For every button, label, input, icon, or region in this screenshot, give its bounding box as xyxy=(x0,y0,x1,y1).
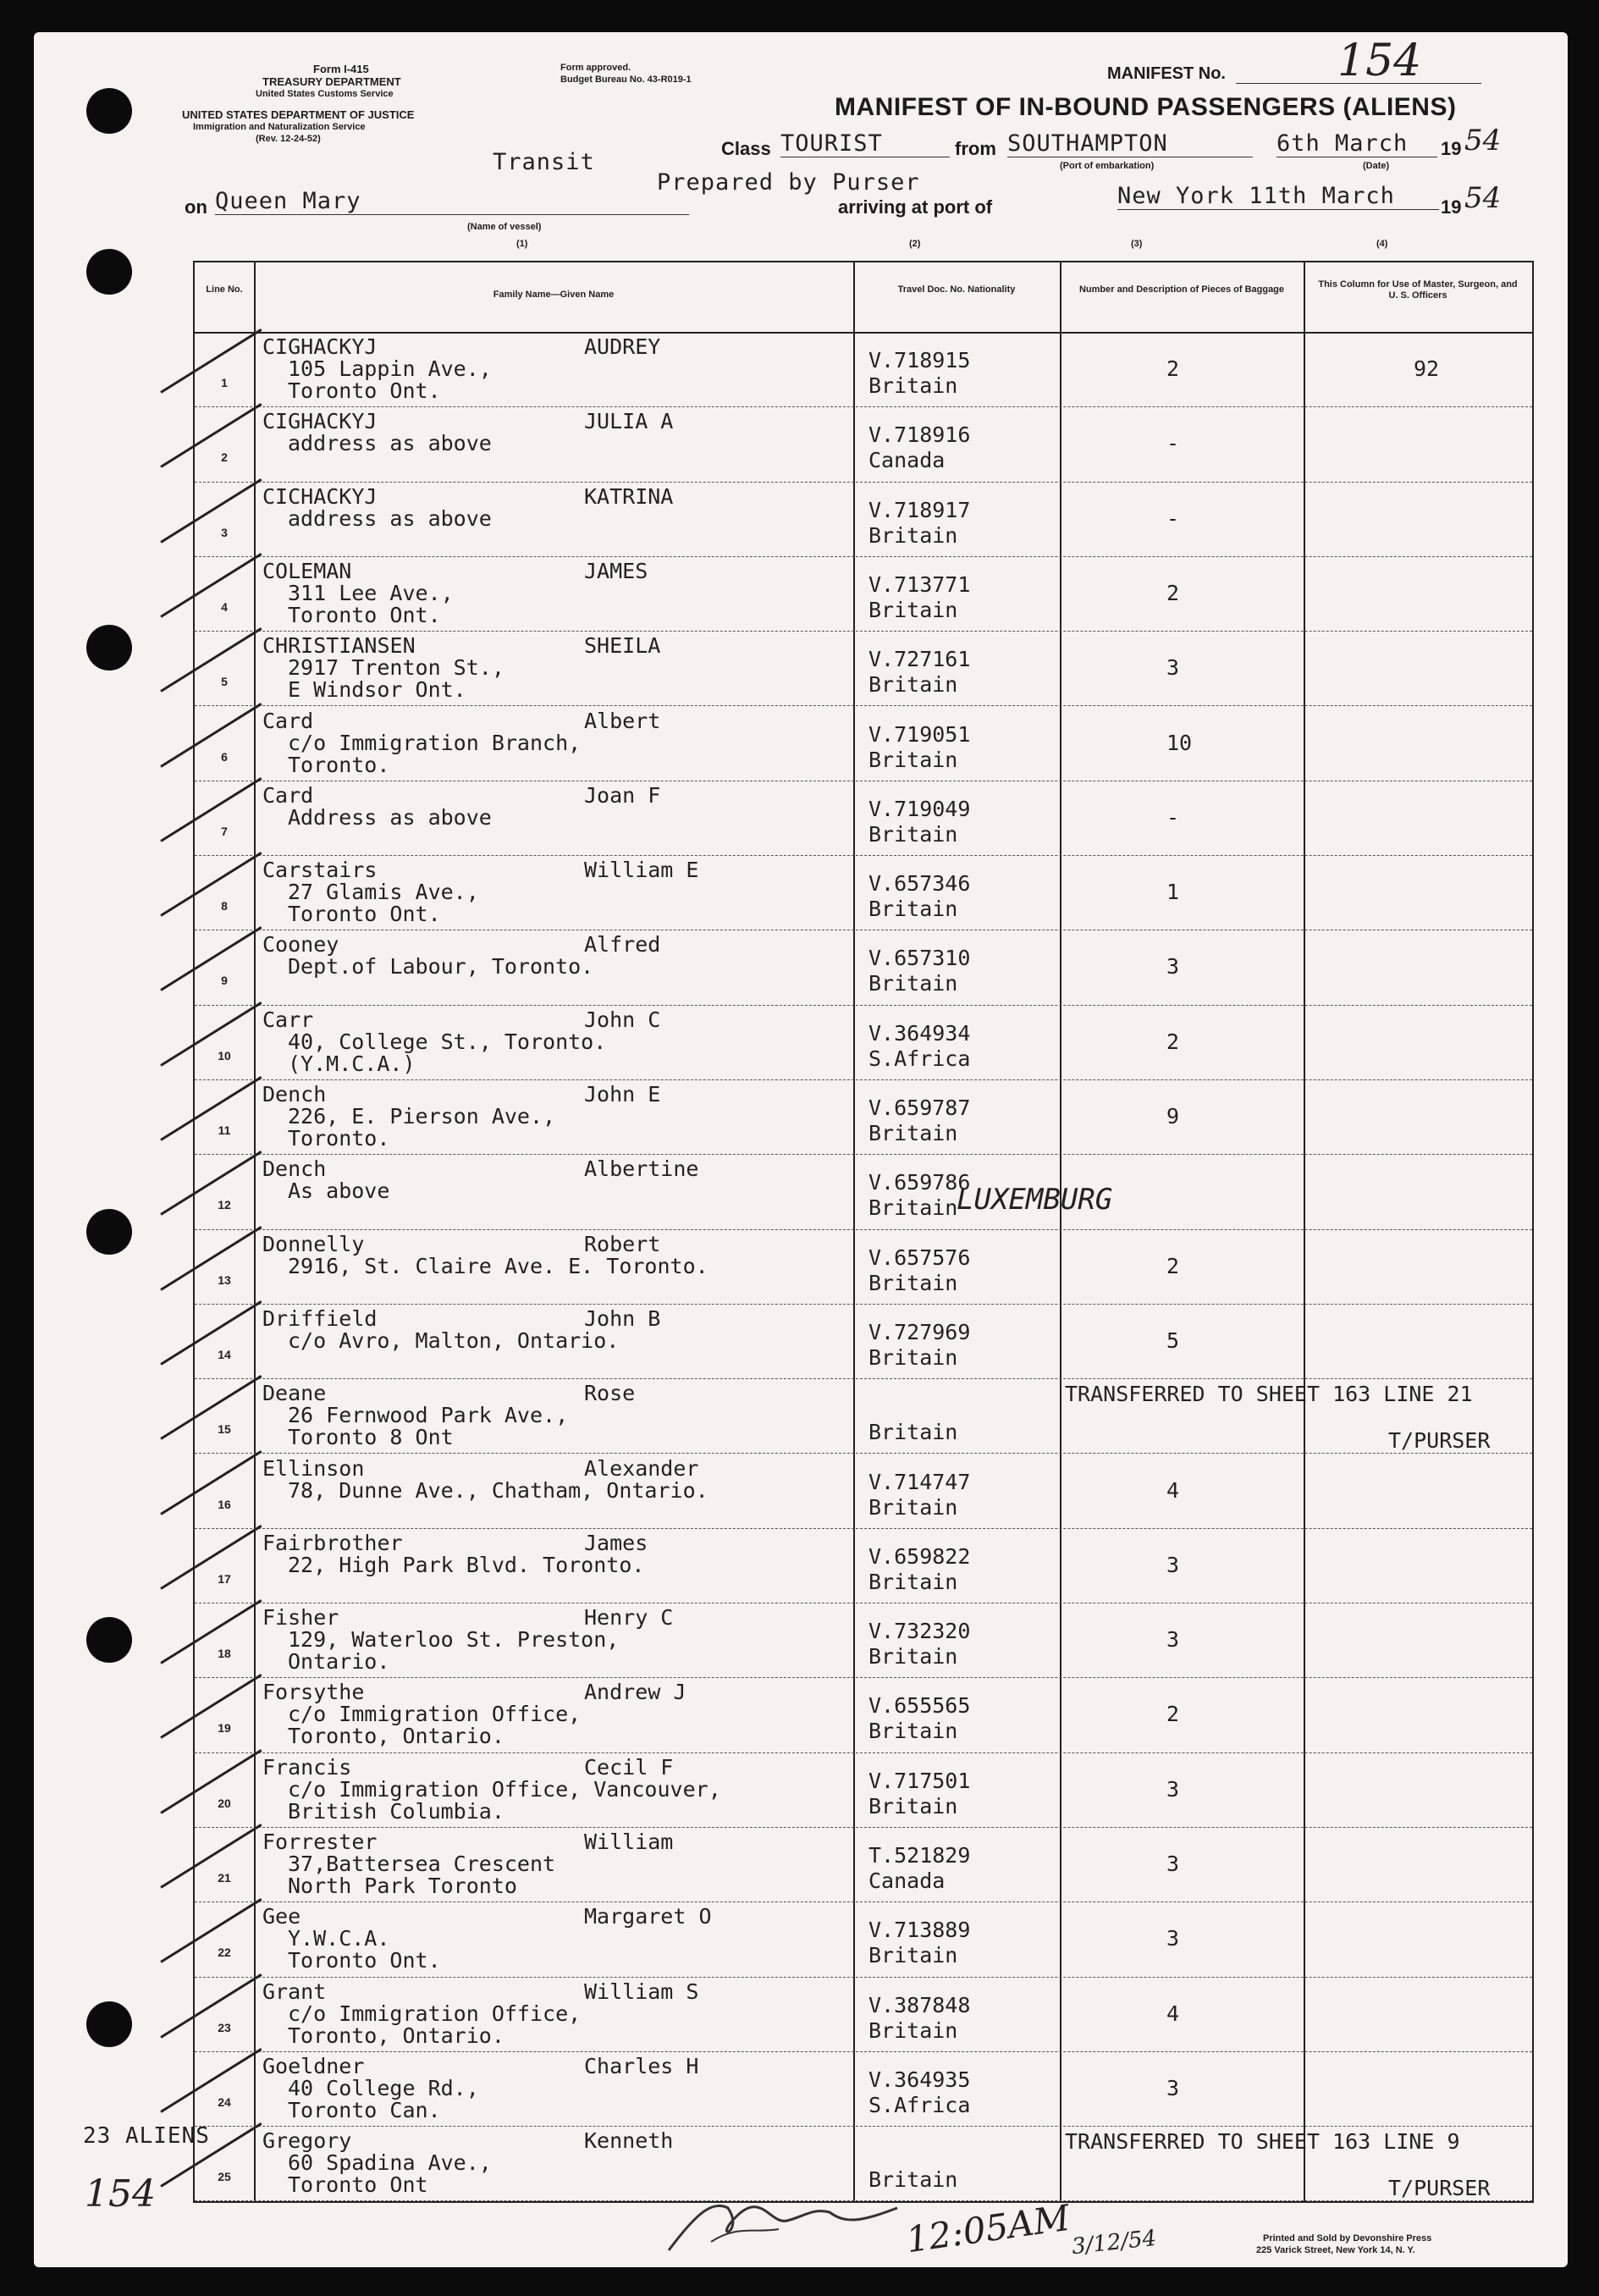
given-name: John B xyxy=(584,1305,661,1331)
th-baggage: Number and Description of Pieces of Baggage xyxy=(1078,284,1285,295)
table-row xyxy=(195,1827,1532,1901)
table-row xyxy=(195,1454,1532,1528)
binder-hole xyxy=(86,1209,132,1255)
vessel-caption: (Name of vessel) xyxy=(467,222,542,232)
address-line-1: 105 Lappin Ave., xyxy=(288,356,492,381)
embark-caption: (Port of embarkation) xyxy=(1060,161,1155,171)
th-name: Family Name—Given Name xyxy=(493,290,615,300)
address-line-1: 226, E. Pierson Ave., xyxy=(288,1104,556,1129)
departure-date: 6th March xyxy=(1276,130,1437,157)
travel-doc-number: V.717501 xyxy=(868,1768,971,1793)
given-name: Albertine xyxy=(584,1156,699,1182)
family-name: Carstairs xyxy=(262,858,378,883)
form-revision: (Rev. 12-24-52) xyxy=(256,134,321,144)
col-number-1: (1) xyxy=(516,239,528,249)
nationality: S.Africa xyxy=(868,2092,971,2117)
address-line-2: Toronto Ont. xyxy=(288,378,441,403)
year-prefix: 19 xyxy=(1441,196,1462,218)
binder-hole xyxy=(86,249,132,295)
binder-hole xyxy=(86,1617,132,1663)
address-line-1: 311 Lee Ave., xyxy=(288,580,454,605)
given-name: Rose xyxy=(584,1381,636,1406)
family-name: Ellinson xyxy=(262,1455,365,1481)
vessel-name: Queen Mary xyxy=(215,188,689,215)
address-line-2: Toronto, Ontario. xyxy=(288,1724,505,1749)
family-name: Card xyxy=(262,708,314,733)
binder-hole xyxy=(86,88,132,134)
travel-doc-number: V.713889 xyxy=(868,1918,971,1943)
table-row xyxy=(195,1752,1532,1827)
nationality: Britain xyxy=(868,821,958,847)
family-name: CIGHACKYJ xyxy=(262,334,378,359)
family-name: Fisher xyxy=(262,1605,339,1631)
transfer-note: TRANSFERRED TO SHEET 163 LINE 21 xyxy=(1065,1382,1473,1407)
table-row xyxy=(195,1304,1532,1378)
travel-doc-number: V.727969 xyxy=(868,1319,971,1344)
address-line-1: c/o Avro, Malton, Ontario. xyxy=(288,1327,620,1353)
given-name: KATRINA xyxy=(584,483,674,509)
baggage-count: 4 xyxy=(1166,1477,1180,1503)
travel-doc-number: V.719051 xyxy=(868,721,971,747)
family-name: Deane xyxy=(262,1381,327,1406)
given-name: AUDREY xyxy=(584,334,661,359)
given-name: William E xyxy=(584,858,699,883)
table-row xyxy=(195,482,1532,556)
th-travel-doc: Travel Doc. No. Nationality xyxy=(897,284,1016,295)
line-number: 6 xyxy=(221,749,228,764)
table-row xyxy=(195,1229,1532,1304)
line-number: 8 xyxy=(221,899,228,913)
address-line-2: Toronto Ont xyxy=(288,2172,428,2198)
nationality: Britain xyxy=(868,1270,958,1295)
given-name: William xyxy=(584,1830,674,1854)
line-number: 19 xyxy=(218,1721,231,1736)
travel-doc-number: V.718915 xyxy=(868,348,971,373)
manifest-number: 154 xyxy=(1337,36,1422,86)
address-line-1: 2916, St. Claire Ave. E. Toronto. xyxy=(288,1253,709,1278)
transit-label: Transit xyxy=(493,149,595,175)
given-name: Charles H xyxy=(584,2053,699,2078)
address-line-1: c/o Immigration Branch, xyxy=(288,730,582,755)
travel-doc-number: V.727161 xyxy=(868,647,971,672)
table-row xyxy=(195,855,1532,930)
line-number: 24 xyxy=(218,2095,231,2109)
baggage-count: 2 xyxy=(1166,1029,1180,1054)
official-signature xyxy=(660,2183,914,2259)
address-line-2: Toronto Ont. xyxy=(288,1948,441,1973)
nationality: Britain xyxy=(868,1644,958,1670)
line-number: 13 xyxy=(218,1272,231,1287)
family-name: Carr xyxy=(262,1007,314,1032)
travel-doc-number: T.521829 xyxy=(868,1843,971,1868)
nationality: Britain xyxy=(868,897,958,922)
family-name: Fairbrother xyxy=(262,1530,403,1555)
line-number: 9 xyxy=(221,974,228,988)
table-row xyxy=(195,781,1532,855)
table-row xyxy=(195,1005,1532,1079)
address-line-1: address as above xyxy=(288,431,492,456)
nationality: Britain xyxy=(868,971,958,996)
baggage-count: 3 xyxy=(1166,1776,1180,1802)
officer-note: 92 xyxy=(1414,356,1440,381)
travel-doc-number: V.718916 xyxy=(868,422,971,448)
baggage-count: 2 xyxy=(1166,356,1180,381)
family-name: Dench xyxy=(262,1082,327,1107)
customs-service: United States Customs Service xyxy=(256,89,394,99)
table-row xyxy=(195,1901,1532,1976)
baggage-count: 4 xyxy=(1166,2001,1180,2026)
nationality: Britain xyxy=(868,747,958,772)
nationality: Britain xyxy=(868,1793,958,1819)
treasury-dept: TREASURY DEPARTMENT xyxy=(262,75,401,88)
given-name: JULIA A xyxy=(584,409,674,434)
travel-doc-number: V.659787 xyxy=(868,1096,971,1120)
travel-doc-number: V.657346 xyxy=(868,871,971,897)
table-row xyxy=(195,2051,1532,2126)
family-name: Dench xyxy=(262,1156,327,1182)
given-name: Kenneth xyxy=(584,2128,674,2154)
address-line-2: Toronto, Ontario. xyxy=(288,2023,505,2048)
baggage-count: 1 xyxy=(1166,880,1180,905)
from-label: from xyxy=(955,138,996,159)
address-line-2: Toronto 8 Ont xyxy=(288,1425,454,1450)
travel-doc-number: V.364934 xyxy=(868,1020,971,1046)
nationality: Britain xyxy=(868,1943,958,1968)
travel-doc-number: V.732320 xyxy=(868,1619,971,1644)
address-line-1: Dept.of Labour, Toronto. xyxy=(288,954,594,980)
budget-bureau: Budget Bureau No. 43-R019-1 xyxy=(560,75,692,85)
departure-year: 54 xyxy=(1464,124,1502,157)
form-number: Form I-415 xyxy=(313,63,369,75)
line-number: 7 xyxy=(221,824,228,838)
table-row xyxy=(195,1528,1532,1603)
baggage-count: 3 xyxy=(1166,954,1180,980)
address-line-2: Toronto Can. xyxy=(288,2097,441,2122)
address-line-1: Y.W.C.A. xyxy=(288,1926,390,1951)
arriving-label: arriving at port of xyxy=(838,196,993,218)
nationality: Britain xyxy=(868,2017,958,2043)
line-number: 15 xyxy=(218,1422,231,1437)
given-name: Andrew J xyxy=(584,1680,686,1705)
given-name: Margaret O xyxy=(584,1904,712,1929)
given-name: SHEILA xyxy=(584,633,661,659)
arrival-year: 54 xyxy=(1464,181,1502,215)
nationality: S.Africa xyxy=(868,1046,971,1071)
table-header xyxy=(195,262,1532,334)
nationality: Britain xyxy=(868,1420,958,1445)
purser-signoff: T/PURSER xyxy=(1388,2176,1491,2201)
address-line-1: 37,Battersea Crescent xyxy=(288,1852,556,1876)
nationality: Britain xyxy=(868,1344,958,1370)
address-line-1: 2917 Trenton St., xyxy=(288,655,505,681)
travel-doc-number: V.387848 xyxy=(868,1992,971,2017)
family-name: Driffield xyxy=(262,1305,378,1331)
family-name: Grant xyxy=(262,1979,327,2004)
nationality: Britain xyxy=(868,2167,958,2193)
line-number: 5 xyxy=(221,675,228,689)
nationality: Britain xyxy=(868,1569,958,1594)
table-row xyxy=(195,1977,1532,2051)
given-name: Albert xyxy=(584,708,661,733)
given-name: Robert xyxy=(584,1231,661,1256)
address-line-2: British Columbia. xyxy=(288,1798,505,1824)
given-name: James xyxy=(584,1530,648,1555)
family-name: Forrester xyxy=(262,1830,378,1854)
nationality: Britain xyxy=(868,1719,958,1744)
address-line-1: 27 Glamis Ave., xyxy=(288,880,479,905)
address-line-1: 40, College St., Toronto. xyxy=(288,1029,607,1054)
line-number: 3 xyxy=(221,525,228,539)
table-row xyxy=(195,406,1532,481)
ins-service: Immigration and Naturalization Service xyxy=(193,122,366,132)
form-approved: Form approved. xyxy=(560,63,631,73)
col-number-4: (4) xyxy=(1376,239,1388,249)
nationality: Britain xyxy=(868,1195,958,1221)
address-line-1: 22, High Park Blvd. Toronto. xyxy=(288,1552,645,1577)
line-number: 12 xyxy=(218,1198,231,1212)
given-name: Cecil F xyxy=(584,1754,674,1780)
transfer-note: TRANSFERRED TO SHEET 163 LINE 9 xyxy=(1065,2129,1460,2155)
margin-manifest-number: 154 xyxy=(85,2172,156,2216)
th-officers: This Column for Use of Master, Surgeon, and U. S. Officers xyxy=(1318,279,1518,301)
manifest-number-line xyxy=(1236,83,1481,84)
line-number: 18 xyxy=(218,1647,231,1661)
nationality: Britain xyxy=(868,1494,958,1520)
given-name: JAMES xyxy=(584,558,648,583)
travel-doc-number: V.713771 xyxy=(868,571,971,597)
manifest-page xyxy=(34,32,1568,2267)
line-number: 14 xyxy=(218,1347,231,1361)
address-line-2: Ontario. xyxy=(288,1649,390,1675)
travel-doc-number: V.364935 xyxy=(868,2067,971,2092)
travel-doc-number: V.659822 xyxy=(868,1543,971,1569)
baggage-count: 3 xyxy=(1166,655,1180,681)
family-name: COLEMAN xyxy=(262,558,352,583)
baggage-count: 3 xyxy=(1166,2075,1180,2100)
from-value: SOUTHAMPTON xyxy=(1007,130,1253,157)
th-line-no: Line No. xyxy=(206,284,243,295)
family-name: Forsythe xyxy=(262,1680,365,1705)
address-line-1: c/o Immigration Office, Vancouver, xyxy=(288,1776,721,1802)
family-name: CIGHACKYJ xyxy=(262,409,378,434)
travel-doc-number: V.718917 xyxy=(868,497,971,522)
line-number: 25 xyxy=(218,2170,231,2184)
line-number: 10 xyxy=(218,1048,231,1062)
table-row xyxy=(195,706,1532,781)
family-name: CHRISTIANSEN xyxy=(262,633,416,659)
justice-dept: UNITED STATES DEPARTMENT OF JUSTICE xyxy=(182,108,415,121)
baggage-count: 2 xyxy=(1166,1702,1180,1727)
address-line-1: address as above xyxy=(288,505,492,531)
line-number: 22 xyxy=(218,1946,231,1960)
address-line-2: Toronto Ont. xyxy=(288,602,441,627)
family-name: Cooney xyxy=(262,932,339,958)
passenger-table xyxy=(193,261,1534,2203)
given-name: William S xyxy=(584,1979,699,2004)
nationality: Canada xyxy=(868,448,946,473)
date-stamp: 3/12/54 xyxy=(1070,2225,1158,2260)
line-number: 2 xyxy=(221,450,228,465)
table-row xyxy=(195,1603,1532,1677)
table-row xyxy=(195,556,1532,631)
baggage-count: 2 xyxy=(1166,1253,1180,1278)
printer-line-2: 225 Varick Street, New York 14, N. Y. xyxy=(1256,2245,1415,2255)
line-number: 16 xyxy=(218,1497,231,1511)
line-number: 23 xyxy=(218,2020,231,2034)
address-line-2: (Y.M.C.A.) xyxy=(288,1051,416,1076)
prepared-by: Prepared by Purser xyxy=(657,169,920,196)
baggage-count: 3 xyxy=(1166,1926,1180,1951)
line-number: 11 xyxy=(218,1123,231,1137)
handwritten-nationality: LUXEMBURG xyxy=(957,1183,1113,1217)
address-line-1: c/o Immigration Office, xyxy=(288,1702,582,1727)
address-line-1: 26 Fernwood Park Ave., xyxy=(288,1403,569,1428)
travel-doc-number: V.657310 xyxy=(868,946,971,971)
given-name: Joan F xyxy=(584,782,661,808)
travel-doc-number: V.659786 xyxy=(868,1170,971,1195)
class-label: Class xyxy=(721,138,771,159)
nationality: Britain xyxy=(868,522,958,548)
table-row xyxy=(195,1079,1532,1154)
address-line-2: North Park Toronto xyxy=(288,1874,517,1898)
printer-line-1: Printed and Sold by Devonshire Press xyxy=(1263,2233,1432,2244)
baggage-count: 2 xyxy=(1166,580,1180,605)
given-name: John C xyxy=(584,1007,661,1032)
aliens-count: 23 ALIENS xyxy=(83,2123,210,2149)
address-line-1: 40 College Rd., xyxy=(288,2075,479,2100)
table-row xyxy=(195,1378,1532,1453)
nationality: Britain xyxy=(868,672,958,698)
date-caption: (Date) xyxy=(1363,161,1390,171)
baggage-count: 3 xyxy=(1166,1852,1180,1876)
nationality: Britain xyxy=(868,373,958,398)
family-name: Gregory xyxy=(262,2128,352,2154)
binder-hole xyxy=(86,2001,132,2047)
given-name: Henry C xyxy=(584,1605,674,1631)
binder-hole xyxy=(86,625,132,671)
baggage-count: - xyxy=(1166,505,1180,531)
line-number: 20 xyxy=(218,1796,231,1810)
time-stamp: 12:05AM xyxy=(903,2196,1072,2261)
baggage-count: - xyxy=(1166,431,1180,456)
given-name: John E xyxy=(584,1082,661,1107)
baggage-count: 10 xyxy=(1166,730,1193,755)
class-value: TOURIST xyxy=(780,130,950,157)
address-line-2: Toronto Ont. xyxy=(288,902,441,927)
given-name: Alfred xyxy=(584,932,661,958)
family-name: Gee xyxy=(262,1904,301,1929)
col-number-3: (3) xyxy=(1131,239,1143,249)
line-number: 17 xyxy=(218,1571,231,1586)
line-number: 1 xyxy=(221,376,228,389)
address-line-1: c/o Immigration Office, xyxy=(288,2001,582,2026)
baggage-count: 9 xyxy=(1166,1104,1180,1129)
family-name: Donnelly xyxy=(262,1231,365,1256)
address-line-1: Address as above xyxy=(288,804,492,830)
table-row xyxy=(195,631,1532,705)
travel-doc-number: V.719049 xyxy=(868,796,971,821)
manifest-label: MANIFEST No. xyxy=(1107,64,1226,83)
travel-doc-number: V.655565 xyxy=(868,1693,971,1719)
address-line-1: 78, Dunne Ave., Chatham, Ontario. xyxy=(288,1477,709,1503)
arrival-port-date: New York 11th March xyxy=(1117,183,1439,210)
address-line-1: 60 Spadina Ave., xyxy=(288,2150,492,2176)
line-number: 21 xyxy=(218,1871,231,1885)
baggage-count: 3 xyxy=(1166,1552,1180,1577)
table-row xyxy=(195,1154,1532,1228)
family-name: Francis xyxy=(262,1754,352,1780)
year-prefix: 19 xyxy=(1441,138,1462,159)
table-row xyxy=(195,930,1532,1004)
address-line-1: As above xyxy=(288,1178,390,1204)
line-number: 4 xyxy=(221,599,228,614)
given-name: Alexander xyxy=(584,1455,699,1481)
on-label: on xyxy=(185,196,207,218)
nationality: Canada xyxy=(868,1868,946,1893)
col-number-2: (2) xyxy=(909,239,921,249)
baggage-count: - xyxy=(1166,804,1180,830)
address-line-2: E Windsor Ont. xyxy=(288,677,466,703)
nationality: Britain xyxy=(868,597,958,622)
table-row xyxy=(195,1677,1532,1752)
family-name: Goeldner xyxy=(262,2053,365,2078)
travel-doc-number: V.657576 xyxy=(868,1245,971,1270)
nationality: Britain xyxy=(868,1121,958,1145)
table-row xyxy=(195,332,1532,406)
manifest-title: MANIFEST OF IN-BOUND PASSENGERS (ALIENS) xyxy=(835,93,1457,121)
baggage-count: 3 xyxy=(1166,1627,1180,1653)
travel-doc-number: V.714747 xyxy=(868,1469,971,1494)
family-name: CICHACKYJ xyxy=(262,483,378,509)
address-line-1: 129, Waterloo St. Preston, xyxy=(288,1627,620,1653)
purser-signoff: T/PURSER xyxy=(1388,1428,1491,1454)
address-line-2: Toronto. xyxy=(288,752,390,777)
baggage-count: 5 xyxy=(1166,1327,1180,1353)
family-name: Card xyxy=(262,782,314,808)
address-line-2: Toronto. xyxy=(288,1126,390,1151)
